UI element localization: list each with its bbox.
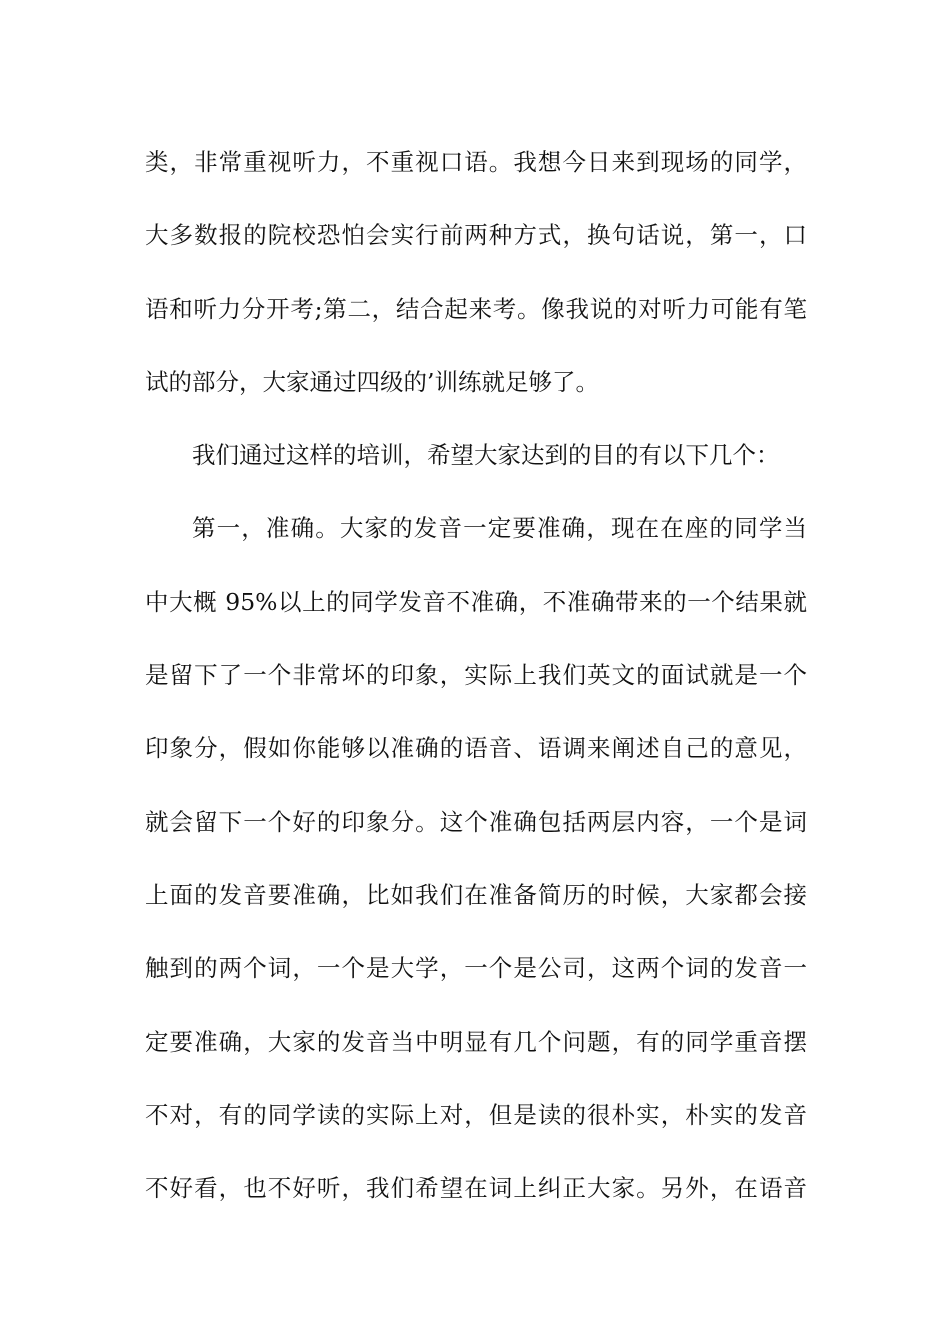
text-line: 我们通过这样的培训，希望大家达到的目的有以下几个： <box>192 441 780 470</box>
text-line: 类，非常重视听力，不重视口语。我想今日来到现场的同学， <box>145 148 807 176</box>
text-line: 就会留下一个好的印象分。这个准确包括两层内容，一个是词 <box>145 807 807 836</box>
text-line: 第一，准确。大家的发音一定要准确，现在在座的同学当 <box>192 514 807 543</box>
text-line: 触到的两个词，一个是大学，一个是公司，这两个词的发音一 <box>145 954 807 983</box>
text-line: 试的部分，大家通过四级的’训练就足够了。 <box>145 367 599 396</box>
body-text <box>145 126 807 1225</box>
text-line: 语和听力分开考;第二，结合起来考。像我说的对听力可能有笔 <box>145 294 807 323</box>
text-line: 大多数报的院校恐怕会实行前两种方式，换句话说，第一，口 <box>145 221 807 250</box>
text-line: 上面的发音要准确，比如我们在准备简历的时候，大家都会接 <box>145 880 807 909</box>
text-line: 不对，有的同学读的实际上对，但是读的很朴实，朴实的发音 <box>145 1100 807 1129</box>
text-line: 是留下了一个非常坏的印象，实际上我们英文的面试就是一个 <box>145 661 807 690</box>
text-line: 定要准确，大家的发音当中明显有几个问题，有的同学重音摆 <box>145 1027 807 1056</box>
text-line: 印象分，假如你能够以准确的语音、语调来阐述自己的意见， <box>145 734 807 763</box>
text-line: 中大概 95%以上的同学发音不准确，不准确带来的一个结果就 <box>145 587 807 616</box>
text-line: 不好看，也不好听，我们希望在词上纠正大家。另外，在语音 <box>145 1174 807 1203</box>
